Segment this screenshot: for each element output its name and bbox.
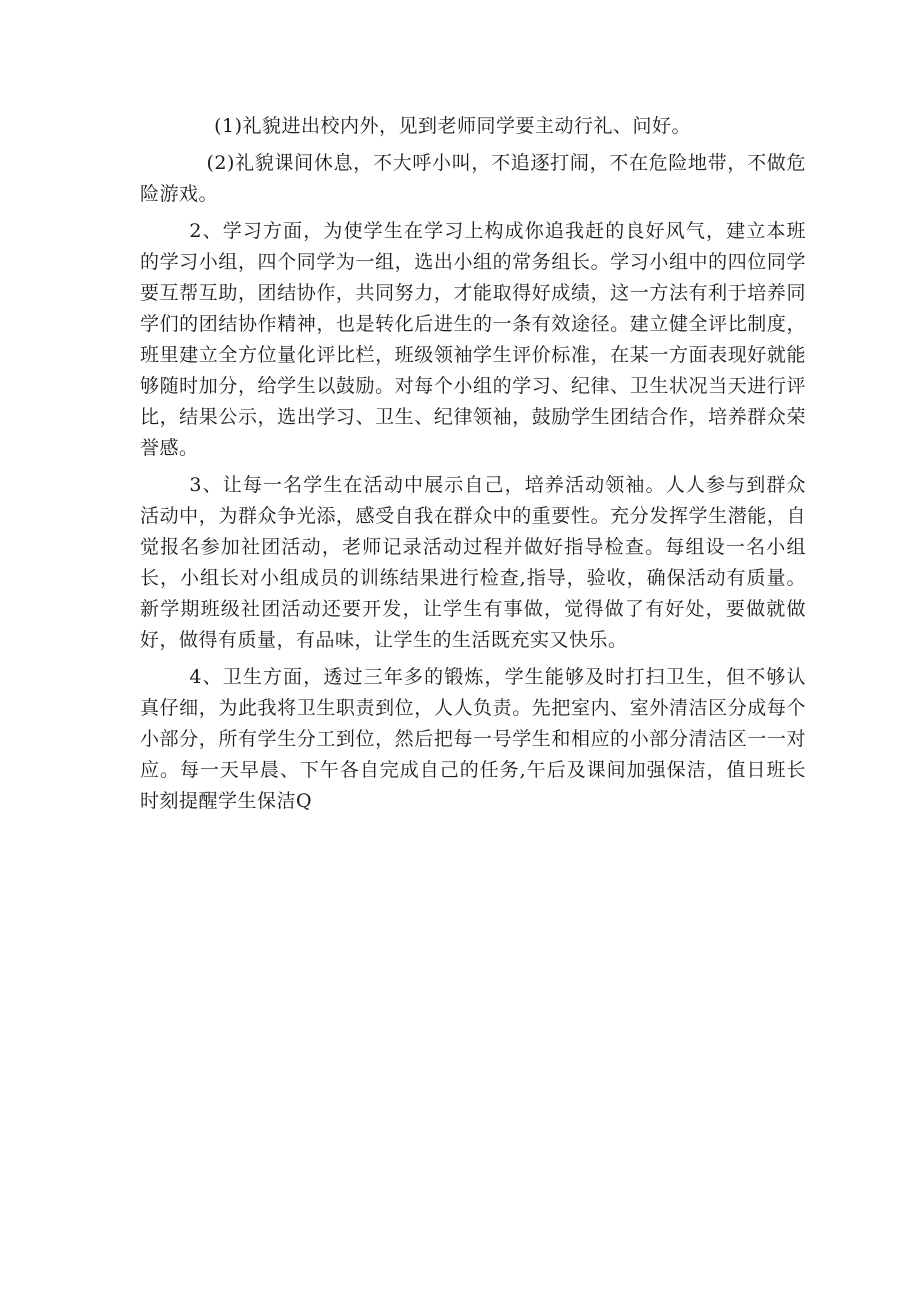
- paragraph-item-1: (1)礼貌进出校内外，见到老师同学要主动行礼、问好。: [214, 115, 692, 137]
- paragraph-section-4: 4、卫生方面，透过三年多的锻炼，学生能够及时打扫卫生，但不够认真仔细，为此我将卫生职责到位，人人负责。先把室内、室外清洁区分成每个小部分，所有学生分工到位，然后把每一号学生和相应的小部分清洁区一一对应。每一天早晨、下午各自完成自己的任务,午后及课间加强保洁，值日班长时刻提醒学生保洁Q: [140, 666, 806, 812]
- paragraph-item-2: (2)礼貌课间休息，不大呼小叫，不追逐打闹，不在危险地带，不做危险游戏。: [140, 152, 806, 205]
- paragraph-section-3: 3、让每一名学生在活动中展示自己，培养活动领袖。人人参与到群众活动中，为群众争光添，感受自我在群众中的重要性。充分发挥学生潜能，自觉报名参加社团活动，老师记录活动过程并做好指导检查。每组设一名小组长，小组长对小组成员的训练结果进行检查,指导，验收，确保活动有质量。新学期班级社团活动还要开发，让学生有事做，觉得做了有好处，要做就做好，做得有质量，有品味，让学生的生活既充实又快乐。: [140, 474, 806, 651]
- document-body: [140, 111, 806, 817]
- paragraph-section-2: 2、学习方面，为使学生在学习上构成你追我赶的良好风气，建立本班的学习小组，四个同学为一组，选出小组的常务组长。学习小组中的四位同学要互帮互助，团结协作，共同努力，才能取得好成绩，这一方法有利于培养同学们的团结协作精神，也是转化后进生的一条有效途径。建立健全评比制度，班里建立全方位量化评比栏，班级领袖学生评价标准，在某一方面表现好就能够随时加分，给学生以鼓励。对每个小组的学习、纪律、卫生状况当天进行评比，结果公示，选出学习、卫生、纪律领袖，鼓励学生团结合作，培养群众荣誉感。: [140, 220, 806, 459]
